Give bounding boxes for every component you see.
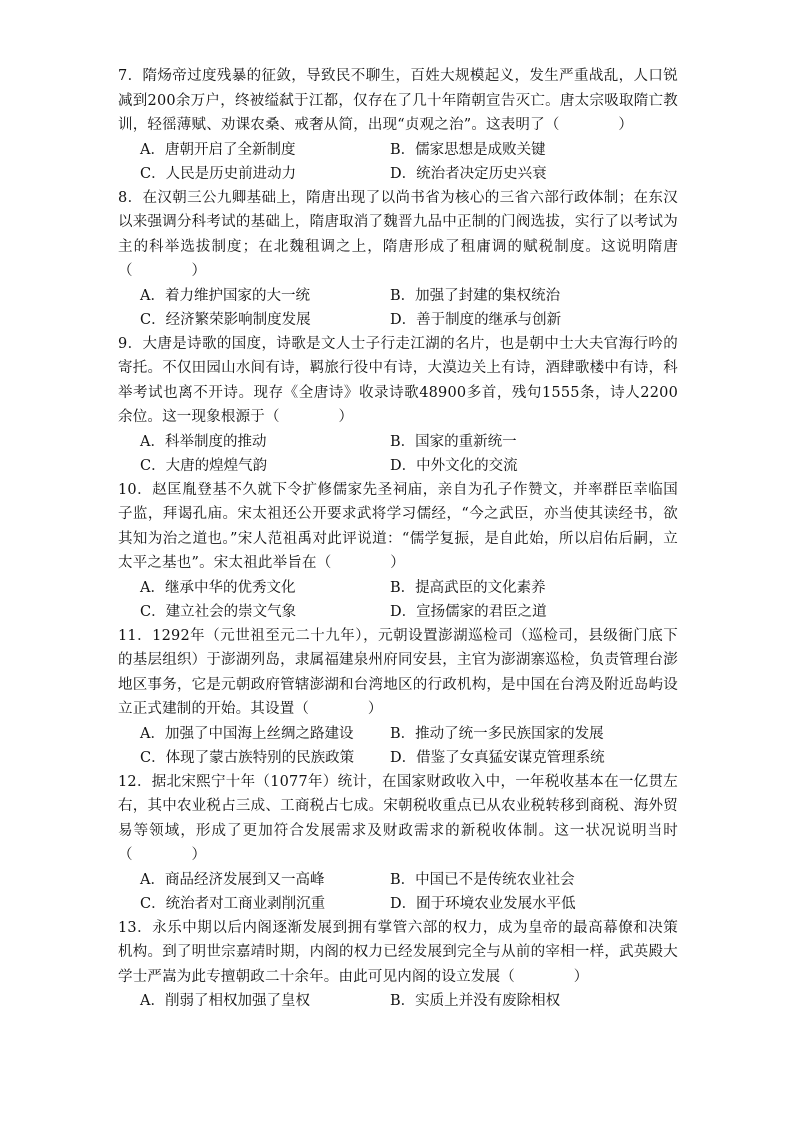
options [118, 430, 678, 478]
option-a[interactable]: A．唐朝开启了全新制度 [140, 141, 296, 158]
option-d[interactable]: D．统治者决定历史兴衰 [390, 165, 547, 182]
option-a[interactable]: A．加强了中国海上丝绸之路建设 [140, 725, 354, 742]
option-d[interactable]: D．囿于环境农业发展水平低 [390, 895, 576, 912]
question-stem: 13．永乐中期以后内阁逐渐发展到拥有掌管六部的权力，成为皇帝的最高幕僚和决策机构。到了明世宗嘉靖时期，内阁的权力已经发展到完全与从前的宰相一样，武英殿大学士严嵩为此专擅朝政二十余年。由此可见内阁的设立发展（ ） [118, 919, 678, 985]
option-b[interactable]: B．儒家思想是成败关键 [390, 141, 546, 158]
option-c[interactable]: C．大唐的煌煌气韵 [140, 457, 268, 474]
question-stem: 9．大唐是诗歌的国度，诗歌是文人士子行走江湖的名片，也是朝中士大夫官海行吟的寄托。不仅田园山水间有诗，羁旅行役中有诗，大漠边关上有诗，酒肆歌楼中有诗，科举考试也离不开诗。现存《全唐诗》收录诗歌48900多首，残句1555条，诗人2200余位。这一现象根源于（ ） [118, 335, 678, 425]
question-8 [118, 186, 678, 332]
option-a[interactable]: A．削弱了相权加强了皇权 [140, 993, 310, 1009]
option-b[interactable]: B．国家的重新统一 [390, 433, 517, 450]
question-10 [118, 478, 678, 624]
option-d[interactable]: D．宣扬儒家的君臣之道 [390, 603, 547, 620]
options [118, 138, 678, 186]
option-a[interactable]: A．继承中华的优秀文化 [140, 579, 296, 596]
option-c[interactable]: C．体现了蒙古族特别的民族政策 [140, 749, 355, 766]
question-9 [118, 332, 678, 478]
question-12 [118, 770, 678, 916]
option-d[interactable]: D．中外文化的交流 [390, 457, 518, 474]
question-stem: 8．在汉朝三公九卿基础上，隋唐出现了以尚书省为核心的三省六部行政体制；在东汉以来强调分科考试的基础上，隋唐取消了魏晋九品中正制的门阀选拔，实行了以考试为主的科举选拔制度；在北魏租调之上，隋唐形成了租庸调的赋税制度。这说明隋唐（ ） [118, 189, 678, 279]
options [118, 722, 678, 770]
option-a[interactable]: A．科举制度的推动 [140, 433, 267, 450]
option-b[interactable]: B．中国已不是传统农业社会 [390, 871, 575, 888]
option-b[interactable]: B．加强了封建的集权统治 [390, 287, 561, 304]
option-b[interactable]: B．提高武臣的文化素养 [390, 579, 546, 596]
question-stem: 11．1292年（元世祖至元二十九年），元朝设置澎湖巡检司（巡检司，县级衙门底下的基层组织）于澎湖列岛，隶属福建泉州府同安县，主官为澎湖寨巡检，负责管理台澎地区事务，它是元朝政府管辖澎湖和台湾地区的行政机构，是中国在台湾及附近岛屿设立正式建制的开始。其设置（ ） [118, 627, 678, 717]
option-c[interactable]: C．人民是历史前进动力 [140, 165, 297, 182]
options [118, 989, 678, 1013]
option-a[interactable]: A．着力维护国家的大一统 [140, 287, 310, 304]
option-a[interactable]: A．商品经济发展到又一高峰 [140, 871, 325, 888]
question-stem: 7．隋炀帝过度残暴的征敛，导致民不聊生，百姓大规模起义，发生严重战乱，人口锐减到200余万户，终被缢弑于江都，仅存在了几十年隋朝宣告灭亡。唐太宗吸取隋亡教训，轻徭薄赋、劝课农桑、戒奢从简，出现“贞观之治”。这表明了（ ） [118, 68, 678, 133]
option-c[interactable]: C．统治者对工商业剥削沉重 [140, 895, 326, 912]
option-d[interactable]: D．善于制度的继承与创新 [390, 311, 562, 328]
options [118, 576, 678, 624]
options [118, 868, 678, 916]
question-11 [118, 624, 678, 770]
option-b[interactable]: B．实质上并没有废除相权 [390, 993, 561, 1009]
exam-page [118, 64, 678, 1013]
question-stem: 10．赵匡胤登基不久就下令扩修儒家先圣祠庙，亲自为孔子作赞文，并率群臣幸临国子监，拜谒孔庙。宋太祖还公开要求武将学习儒经，“今之武臣，亦当使其读经书，欲其知为治之道也。”宋人范祖禹对此评说道：“儒学复振，是自此始，所以启佑后嗣，立太平之基也”。宋太祖此举旨在（ ） [118, 481, 678, 571]
option-b[interactable]: B．推动了统一多民族国家的发展 [390, 725, 604, 742]
question-7 [118, 64, 678, 186]
question-13 [118, 916, 678, 1014]
option-c[interactable]: C．经济繁荣影响制度发展 [140, 311, 311, 328]
option-d[interactable]: D．借鉴了女真猛安谋克管理系统 [390, 749, 605, 766]
question-stem: 12．据北宋熙宁十年（1077年）统计，在国家财政收入中，一年税收基本在一亿贯左右，其中农业税占三成、工商税占七成。宋朝税收重点已从农业税转移到商税、海外贸易等领域，形成了更加符合发展需求及财政需求的新税收体制。这一状况说明当时（ ） [118, 773, 678, 863]
options [118, 284, 678, 332]
option-c[interactable]: C．建立社会的崇文气象 [140, 603, 297, 620]
